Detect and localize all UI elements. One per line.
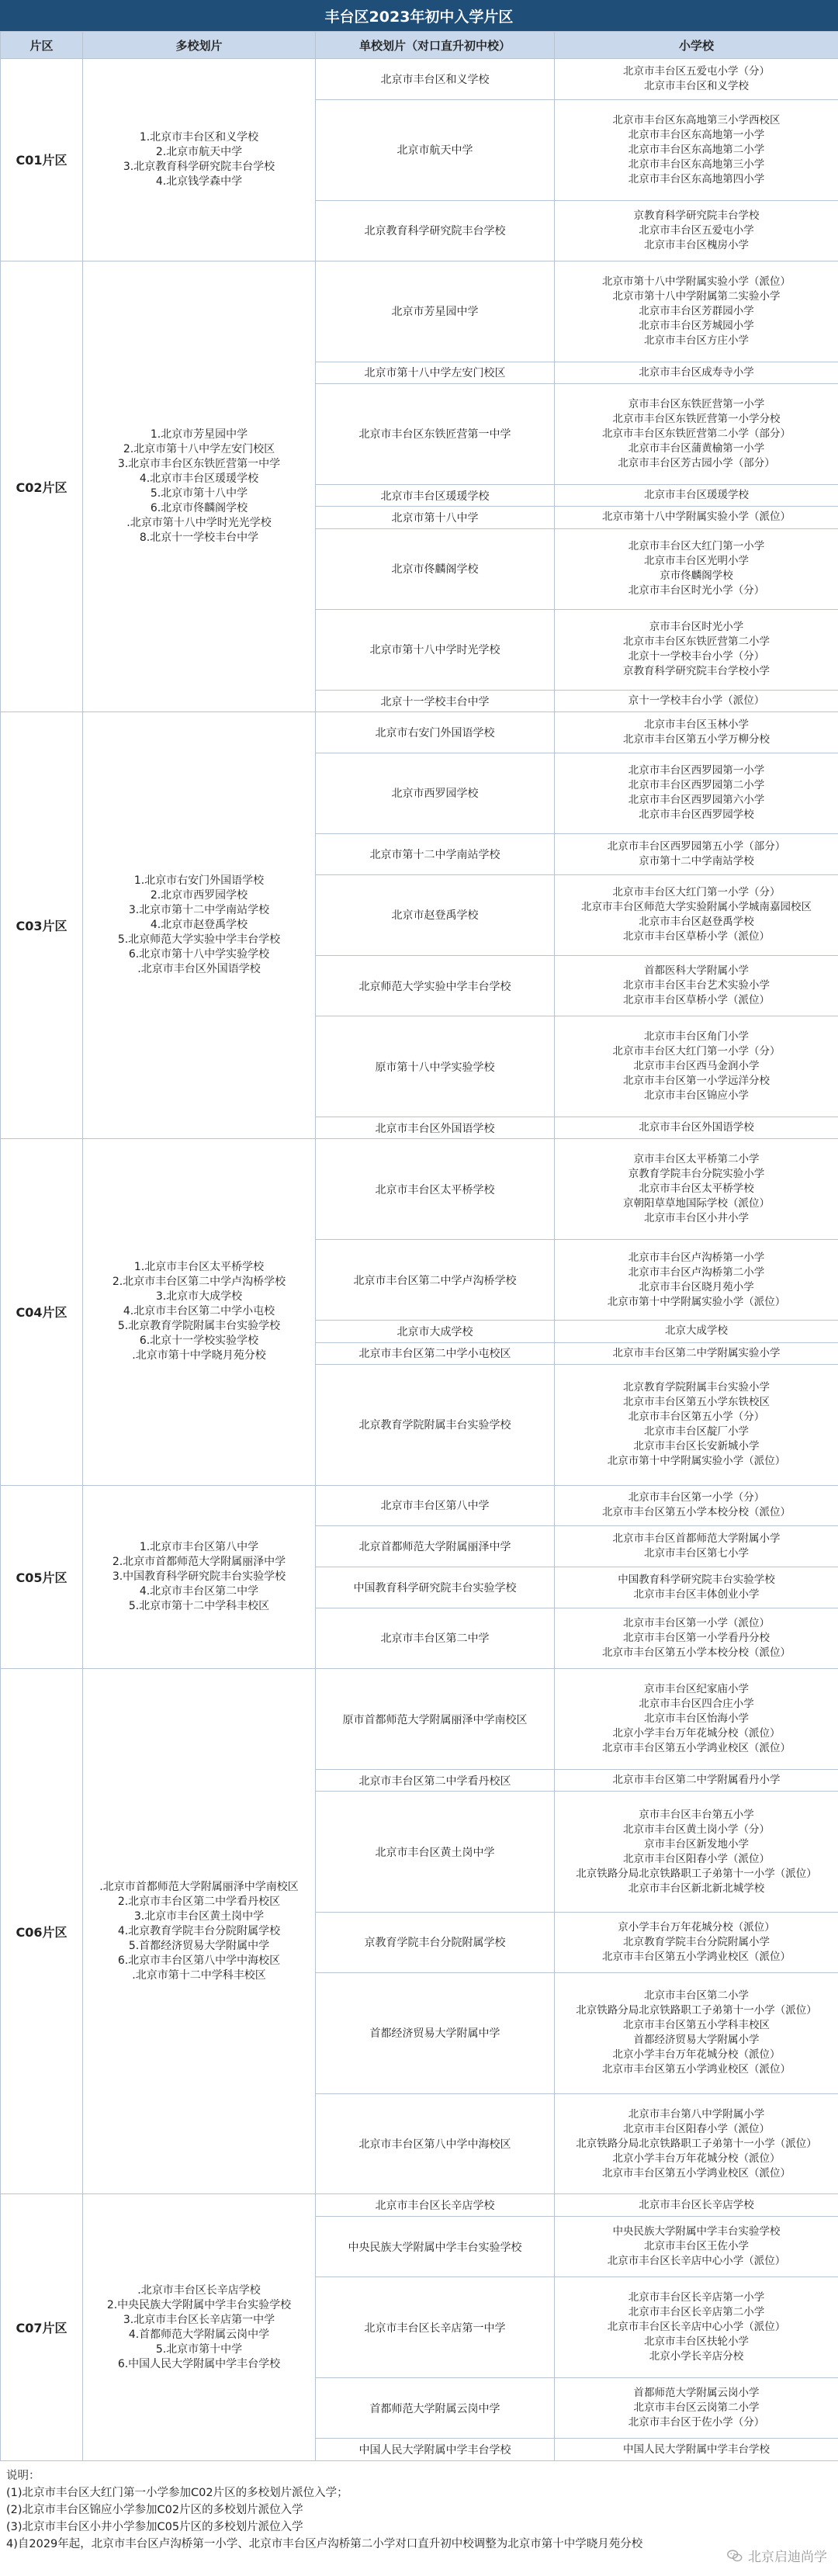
zone-cell: C02片区 [1, 261, 83, 712]
multi-school-item: 4.北京市赵登禹学校 [150, 919, 248, 932]
primary-school-item: 中央民族大学附属中学丰台实验学校 [612, 2225, 781, 2238]
multi-school-cell [83, 1669, 316, 2194]
primary-school-item: 北京市丰台区第一小学远洋分校 [623, 1075, 770, 1088]
primary-school-item: 北京市丰台区第五小学鸿业校区（派位） [602, 2063, 791, 2076]
primary-school-item: 北京市丰台区赵登禹学校 [639, 916, 754, 929]
primary-school-item: 京教育科学研究院丰台学校 [633, 209, 760, 222]
single-school-cell: 北京市丰台区和义学校 [316, 59, 555, 100]
primary-school-item: 北京市丰台区黄土岗小学（分） [623, 1823, 770, 1836]
multi-school-item: 1.北京市丰台区和义学校 [139, 130, 259, 144]
primary-school-cell [555, 484, 838, 506]
zone-cell: C07片区 [1, 2194, 83, 2461]
primary-school-item: 北京市第十中学附属实验小学（派位） [607, 1295, 786, 1308]
primary-school-item: 北京市丰台区于佐小学（分） [628, 2416, 765, 2429]
primary-school-item: 北京小学丰台万年花城分校（派位） [612, 2152, 781, 2165]
primary-school-item: 京教育科学研究院丰台学校小学 [623, 665, 770, 678]
multi-school-item: 6.北京市丰台区第八中学中海校区 [117, 1954, 281, 1967]
primary-school-item: 北京市丰台区扶轮小学 [644, 2335, 749, 2349]
primary-school-item: 北京市丰台区第五小学本校分校（派位） [602, 1646, 791, 1659]
multi-school-item: 2.北京市西罗园学校 [150, 889, 248, 902]
primary-school-item: 北京市丰台区蒲黄榆第一小学 [628, 441, 765, 455]
single-school-cell: 北京市丰台区第八中学 [316, 1485, 555, 1526]
primary-school-item: 北京市丰台区五爱屯小学 [639, 223, 754, 237]
multi-school-item: 5.北京教育学院附属丰台实验学校 [117, 1320, 281, 1333]
primary-school-item: 北京市丰台区外国语学校 [639, 1121, 754, 1134]
multi-school-item: .北京市丰台区外国语学校 [137, 963, 261, 976]
note-line: 说明： [6, 2470, 40, 2482]
multi-school-item: 3.北京市丰台区长辛店第一中学 [123, 2313, 275, 2326]
zone-cell: C05片区 [1, 1485, 83, 1669]
multi-school-item: 3.北京市丰台区黄土岗中学 [133, 1909, 265, 1923]
multi-school-item: 5.首都经济贸易大学附属中学 [128, 1939, 270, 1952]
multi-school-item: 5.北京师范大学实验中学丰台学校 [117, 933, 281, 947]
primary-school-cell [555, 1365, 838, 1485]
multi-school-item: 2.中央民族大学附属中学丰台实验学校 [106, 2298, 292, 2311]
multi-school-item: 1.北京市右安门外国语学校 [133, 874, 265, 888]
single-school-cell: 北京市第十八中学 [316, 507, 555, 528]
primary-school-item: 北京教育学院附属丰台实验小学 [623, 1381, 770, 1394]
single-school-cell: 北京首都师范大学附属丽泽中学 [316, 1526, 555, 1567]
primary-school-item: 北京市丰台区西罗园第五小学（部分） [607, 840, 786, 853]
multi-school-item: 2.北京市丰台区第二中学看丹校区 [117, 1895, 281, 1908]
primary-school-item: 京朝阳草草地国际学校（派位） [623, 1197, 770, 1210]
primary-school-cell [555, 609, 838, 690]
single-school-cell: 北京市丰台区东铁匠营第一中学 [316, 384, 555, 485]
multi-school-item: 6.北京市佟麟阁学校 [150, 502, 248, 515]
primary-school-item: 北京市丰台区第五小学科丰校区 [623, 2019, 770, 2032]
multi-school-item: 5.北京市第十二中学科丰校区 [128, 1599, 270, 1612]
single-school-cell: 北京市丰台区第二中学看丹校区 [316, 1769, 555, 1791]
primary-school-item: 北京市丰台区东铁匠营第二小学（部分） [602, 427, 791, 440]
single-school-cell: 首都师范大学附属云岗中学 [316, 2377, 555, 2438]
primary-school-item: 北京市丰台区瑗瑗学校 [644, 489, 749, 502]
table-row [1, 59, 838, 100]
table-row [1, 1669, 838, 1770]
primary-school-item: 北京教育学院丰台分院附属小学 [623, 1935, 770, 1948]
primary-school-item: 北京市丰台区卢沟桥第一小学 [628, 1251, 765, 1264]
primary-school-item: 北京市丰台区第二中学附属看丹小学 [612, 1774, 781, 1787]
primary-school-item: 北京市丰台区西罗园第一小学 [628, 764, 765, 777]
primary-school-item: 北京市丰台区草桥小学（派位） [623, 994, 770, 1007]
single-school-cell: 北京市赵登禹学校 [316, 874, 555, 955]
primary-school-item: 北京市丰台区西罗园第六小学 [628, 794, 765, 807]
primary-school-item: 北京小学丰台万年花城分校（派位） [612, 2048, 781, 2062]
multi-school-item: 1.北京市丰台区第八中学 [139, 1540, 259, 1553]
single-school-cell: 北京师范大学实验中学丰台学校 [316, 955, 555, 1016]
multi-school-item: 3.中国教育科学研究院丰台实验学校 [112, 1570, 286, 1583]
single-school-cell: 中国人民大学附属中学丰台学校 [316, 2439, 555, 2461]
primary-school-cell [555, 528, 838, 609]
primary-school-item: 北京市丰台区第二中学附属实验小学 [612, 1346, 781, 1359]
single-school-cell: 北京市丰台区太平桥学校 [316, 1139, 555, 1240]
multi-school-item: 4.首都师范大学附属云岗中学 [128, 2328, 270, 2341]
primary-school-item: 北京市丰台区长辛店中心小学（派位） [607, 2321, 786, 2334]
primary-school-item: 首都经济贸易大学附属小学 [633, 2034, 760, 2047]
note-line: 4)自2029年起，北京市丰台区卢沟桥第一小学、北京市丰台区卢沟桥第二小学对口直升初中校调整为北京市第十中学晓月苑分校 [6, 2538, 643, 2550]
primary-school-cell [555, 753, 838, 833]
header-zone: 片区 [1, 32, 83, 59]
single-school-cell: 原市第十八中学实验学校 [316, 1016, 555, 1117]
primary-school-cell [555, 2377, 838, 2438]
primary-school-item: 北京市丰台区丰台艺术实验小学 [623, 979, 770, 992]
zone-cell: C06片区 [1, 1669, 83, 2194]
primary-school-item: 北京市丰台区四合庄小学 [639, 1698, 754, 1710]
multi-school-item: 3.北京教育科学研究院丰台学校 [123, 160, 275, 173]
primary-school-item: 京市第十二中学南站学校 [639, 854, 754, 867]
primary-school-cell [555, 384, 838, 485]
single-school-cell: 北京市第十八中学时光学校 [316, 609, 555, 690]
primary-school-cell [555, 1792, 838, 1912]
multi-school-item: 2.北京市丰台区第二中学卢沟桥学校 [112, 1276, 286, 1289]
primary-school-item: 京市丰台区东铁匠营第一小学 [628, 397, 765, 410]
header-primary-school: 小学校 [555, 32, 838, 59]
single-school-cell: 北京市丰台区第二中学卢沟桥学校 [316, 1240, 555, 1321]
primary-school-item: 北京市丰台区王佐小学 [644, 2240, 749, 2252]
multi-school-item: 3.北京市第十二中学南站学校 [128, 904, 270, 917]
primary-school-item: 京市佟麟阁学校 [660, 570, 733, 583]
primary-school-item: 北京市丰台区芳城园小学 [639, 319, 754, 332]
primary-school-item: 北京市丰台区怡海小学 [644, 1712, 749, 1725]
table-row [1, 712, 838, 753]
multi-school-item: 5.北京市第十中学 [155, 2342, 243, 2356]
single-school-cell: 首都经济贸易大学附属中学 [316, 1973, 555, 2093]
multi-school-item: 4.北京市丰台区第二中学 [139, 1584, 259, 1598]
header-multi-school: 多校划片 [83, 32, 316, 59]
primary-school-cell [555, 955, 838, 1016]
primary-school-item: 北京市丰台区首都师范大学附属小学 [612, 1532, 781, 1546]
multi-school-item: .北京市第十中学晓月苑分校 [132, 1349, 266, 1362]
zone-cell: C03片区 [1, 712, 83, 1139]
multi-school-item: .北京市首都师范大学附属丽泽中学南校区 [99, 1880, 299, 1893]
multi-school-item: 2.北京市航天中学 [155, 145, 243, 158]
single-school-cell: 北京市第十八中学左安门校区 [316, 362, 555, 383]
primary-school-cell [555, 1321, 838, 1342]
primary-school-cell [555, 690, 838, 712]
note-line: (1)北京市丰台区大红门第一小学参加C02片区的多校划片派位入学； [6, 2487, 348, 2499]
primary-school-item: 北京市丰台区长安新城小学 [633, 1440, 760, 1453]
primary-school-item: 北京市丰台区第二小学 [644, 1989, 749, 2003]
primary-school-item: 京教育学院丰台分院实验小学 [628, 1168, 765, 1181]
multi-school-item: 4.北京教育学院丰台分院附属学校 [117, 1924, 281, 1937]
table-row [1, 261, 838, 362]
primary-school-item: 北京市丰台区东高地第四小学 [628, 172, 765, 185]
multi-school-item: .北京市丰台区长辛店学校 [137, 2283, 261, 2297]
primary-school-item: 北京市丰台区阳春小学（派位） [623, 1852, 770, 1865]
single-school-cell: 原市首都师范大学附属丽泽中学南校区 [316, 1669, 555, 1770]
primary-school-item: 首都师范大学附属云岗小学 [633, 2387, 760, 2400]
primary-school-item: 北京市丰台区第五小学本校分校（派位） [602, 1506, 791, 1519]
primary-school-item: 北京铁路分局北京铁路职工子弟第十一小学（派位） [576, 1867, 817, 1880]
primary-school-cell [555, 1567, 838, 1608]
multi-school-item: 6.中国人民大学附属中学丰台学校 [117, 2357, 281, 2370]
primary-school-item: 北京市丰台区成寿寺小学 [639, 365, 754, 379]
primary-school-item: 北京市丰台区靛厂小学 [644, 1425, 749, 1439]
primary-school-item: 北京市丰台区西罗园学校 [639, 808, 754, 822]
primary-school-cell [555, 2439, 838, 2461]
primary-school-cell [555, 1608, 838, 1668]
primary-school-cell [555, 59, 838, 100]
primary-school-item: 京小学丰台万年花城分校（派位） [618, 1920, 775, 1934]
primary-school-item: 中国人民大学附属中学丰台学校 [623, 2443, 770, 2456]
primary-school-item: 北京市第十中学附属实验小学（派位） [607, 1455, 786, 1468]
primary-school-item: 北京市丰台区东铁匠营第二小学 [623, 635, 770, 649]
primary-school-item: 北京市丰台区方庄小学 [644, 334, 749, 347]
primary-school-item: 北京铁路分局北京铁路职工子弟第十一小学（派位） [576, 2004, 817, 2017]
primary-school-cell [555, 507, 838, 528]
multi-school-cell [83, 1485, 316, 1669]
primary-school-item: 北京市第十八中学附属第二实验小学 [612, 289, 781, 303]
table-row [1, 2194, 838, 2216]
primary-school-item: 北京市丰台区大红门第一小学（分） [612, 1045, 781, 1058]
primary-school-item: 北京市丰台区第五小学鸿业校区（派位） [602, 1742, 791, 1754]
multi-school-item: 6.北京市第十八中学实验学校 [128, 948, 270, 961]
table-row [1, 1139, 838, 1240]
multi-school-item: 2.北京市首都师范大学附属丽泽中学 [112, 1555, 286, 1568]
primary-school-cell [555, 1912, 838, 1972]
note-line: (2)北京市丰台区锦应小学参加C02片区的多校划片派位入学 [6, 2504, 303, 2516]
primary-school-item: 北京市丰台区师范大学实验附属小学城南嘉园校区 [581, 901, 812, 914]
primary-school-item: 北京市丰台区晓月苑小学 [639, 1280, 754, 1293]
primary-school-cell [555, 99, 838, 200]
primary-school-item: 北京市丰台区第五小学（分） [628, 1411, 765, 1424]
zone-cell: C04片区 [1, 1139, 83, 1485]
primary-school-item: 京市丰台区新发地小学 [644, 1837, 749, 1851]
primary-school-cell [555, 261, 838, 362]
primary-school-item: 北京市丰台区锦应小学 [644, 1089, 749, 1103]
primary-school-item: 北京市丰台区时光小学（分） [628, 584, 765, 597]
brand-watermark [726, 2546, 827, 2565]
primary-school-item: 北京市丰台区云岗第二小学 [633, 2401, 760, 2415]
primary-school-cell [555, 1769, 838, 1791]
primary-school-item: 北京小学长辛店分校 [649, 2350, 744, 2363]
primary-school-item: 北京市丰台区第五小学东铁校区 [623, 1396, 770, 1409]
single-school-cell: 北京市右安门外国语学校 [316, 712, 555, 753]
single-school-cell: 北京市丰台区第八中学中海校区 [316, 2093, 555, 2194]
primary-school-item: 北京市丰台区第七小学 [644, 1547, 749, 1560]
primary-school-item: 北京市丰台区东高地第三小学 [628, 158, 765, 171]
primary-school-item: 北京小学丰台万年花城分校（派位） [612, 1727, 781, 1740]
primary-school-item: 北京市丰台区第一小学（分） [628, 1491, 765, 1504]
multi-school-cell [83, 2194, 316, 2461]
primary-school-cell [555, 1669, 838, 1770]
primary-school-cell [555, 1526, 838, 1567]
primary-school-item: 北京市丰台区西马金润小学 [633, 1060, 760, 1073]
multi-school-item: 6.北京十一学校实验学校 [139, 1335, 259, 1348]
primary-school-item: 北京市第十八中学附属实验小学（派位） [602, 511, 791, 524]
primary-school-item: 北京市丰台区大红门第一小学（分） [612, 886, 781, 899]
multi-school-item: 1.北京市芳星园中学 [150, 428, 248, 441]
single-school-cell: 北京市西罗园学校 [316, 753, 555, 833]
single-school-cell: 北京市航天中学 [316, 99, 555, 200]
primary-school-item: 北京十一学校丰台小学（分） [628, 650, 765, 663]
single-school-cell: 北京市丰台区外国语学校 [316, 1117, 555, 1139]
primary-school-cell [555, 1016, 838, 1117]
multi-school-item: 4.北京市丰台区瑗瑗学校 [139, 473, 259, 486]
single-school-cell: 北京十一学校丰台中学 [316, 690, 555, 712]
notes-section [0, 2463, 838, 2576]
multi-school-item: .北京市第十八中学时光光学校 [126, 517, 272, 530]
single-school-cell: 京教育学院丰台分院附属学校 [316, 1912, 555, 1972]
primary-school-item: 北京市第十八中学附属实验小学（派位） [602, 275, 791, 288]
primary-school-item: 京市丰台区时光小学 [649, 621, 744, 634]
multi-school-item: .北京市第十二中学科丰校区 [132, 1968, 266, 1982]
primary-school-item: 北京市丰台区长辛店第一小学 [628, 2291, 765, 2304]
primary-school-item: 北京市丰台区太平桥学校 [639, 1182, 754, 1196]
primary-school-cell [555, 834, 838, 875]
multi-school-item: 5.北京市第十八中学 [150, 487, 248, 500]
single-school-cell: 中国教育科学研究院丰台实验学校 [316, 1567, 555, 1608]
primary-school-cell [555, 1342, 838, 1364]
single-school-cell: 北京市丰台区长辛店第一中学 [316, 2277, 555, 2378]
header-row [1, 32, 838, 59]
table-body [1, 59, 838, 2461]
single-school-cell: 北京市大成学校 [316, 1321, 555, 1342]
primary-school-cell [555, 1240, 838, 1321]
primary-school-item: 北京铁路分局北京铁路职工子弟第十一小学（派位） [576, 2137, 817, 2150]
single-school-cell: 北京教育科学研究院丰台学校 [316, 200, 555, 261]
primary-school-item: 中国教育科学研究院丰台实验学校 [618, 1573, 775, 1586]
primary-school-item: 京市丰台区纪家庙小学 [644, 1683, 749, 1695]
primary-school-item: 北京市丰台区芳群园小学 [639, 304, 754, 317]
primary-school-item: 京市丰台区丰台第五小学 [639, 1808, 754, 1821]
primary-school-cell [555, 200, 838, 261]
primary-school-cell [555, 2277, 838, 2378]
primary-school-item: 京十一学校丰台小学（派位） [628, 694, 765, 708]
header-single-school: 单校划片（对口直升初中校） [316, 32, 555, 59]
table-row [1, 1485, 838, 1526]
note-line: (3)北京市丰台区小井小学参加C05片区的多校划片派位入学 [6, 2521, 303, 2533]
multi-school-item: 3.北京市大成学校 [155, 1290, 243, 1304]
primary-school-item: 北京市丰台区阳春小学（派位） [623, 2122, 770, 2135]
primary-school-item: 北京市丰台区和义学校 [644, 79, 749, 92]
primary-school-item: 首都医科大学附属小学 [644, 964, 749, 978]
primary-school-item: 北京市丰台区东高地第二小学 [628, 143, 765, 156]
primary-school-cell [555, 1485, 838, 1526]
single-school-cell: 北京市丰台区黄土岗中学 [316, 1792, 555, 1912]
primary-school-item: 京市丰台区太平桥第二小学 [633, 1153, 760, 1166]
primary-school-cell [555, 1973, 838, 2093]
single-school-cell: 北京市丰台区第二中学小屯校区 [316, 1342, 555, 1364]
single-school-cell: 北京教育学院附属丰台实验学校 [316, 1365, 555, 1485]
primary-school-item: 北京市丰台区丰体创业小学 [633, 1587, 760, 1601]
single-school-cell: 北京市芳星园中学 [316, 261, 555, 362]
primary-school-item: 北京市丰台区东铁匠营第一小学分校 [612, 412, 781, 425]
primary-school-item: 北京市丰台区长辛店中心小学（派位） [607, 2255, 786, 2267]
primary-school-item: 北京市丰台区第五小学鸿业校区（派位） [602, 1950, 791, 1963]
multi-school-cell [83, 261, 316, 712]
district-table [0, 31, 838, 2461]
primary-school-cell [555, 874, 838, 955]
multi-school-item: 3.北京市丰台区东铁匠营第一中学 [117, 458, 281, 471]
primary-school-cell [555, 2194, 838, 2216]
primary-school-item: 北京市丰台区五爱屯小学（分） [623, 64, 770, 78]
primary-school-item: 北京市丰台区第一小学（派位） [623, 1616, 770, 1629]
single-school-cell: 北京市丰台区第二中学 [316, 1608, 555, 1668]
primary-school-item: 北京市丰台区光明小学 [644, 555, 749, 568]
single-school-cell: 北京市佟麟阁学校 [316, 528, 555, 609]
multi-school-item: 4.北京钱学森中学 [155, 175, 243, 188]
primary-school-item: 北京市丰台第八中学附属小学 [628, 2107, 765, 2121]
primary-school-item: 北京市丰台区长辛店第二小学 [628, 2306, 765, 2319]
multi-school-cell [83, 1139, 316, 1485]
primary-school-item: 北京市丰台区东高地第三小学西校区 [612, 113, 781, 126]
primary-school-cell [555, 362, 838, 383]
primary-school-item: 北京市丰台区第一小学看丹分校 [623, 1631, 770, 1644]
primary-school-cell [555, 712, 838, 753]
primary-school-item: 北京大成学校 [665, 1324, 728, 1338]
multi-school-item: 2.北京市第十八中学左安门校区 [123, 443, 275, 456]
zone-cell: C01片区 [1, 59, 83, 261]
multi-school-cell [83, 59, 316, 261]
primary-school-cell [555, 1117, 838, 1139]
page-title: 丰台区2023年初中入学片区 [0, 0, 838, 31]
multi-school-item: 4.北京市丰台区第二中学小屯校 [123, 1305, 275, 1318]
single-school-cell: 北京市丰台区瑗瑗学校 [316, 484, 555, 506]
primary-school-item: 北京市丰台区小井小学 [644, 1212, 749, 1225]
primary-school-item: 北京市丰台区芳古园小学（部分） [618, 456, 775, 469]
primary-school-item: 北京市丰台区东高地第一小学 [628, 128, 765, 141]
primary-school-item: 北京市丰台区卢沟桥第二小学 [628, 1265, 765, 1279]
primary-school-item: 北京市丰台区角门小学 [644, 1030, 749, 1044]
single-school-cell: 北京市丰台区长辛店学校 [316, 2194, 555, 2216]
primary-school-item: 北京市丰台区第五小学万柳分校 [623, 733, 770, 746]
primary-school-item: 北京市丰台区第五小学鸿业校区（派位） [602, 2166, 791, 2180]
multi-school-item: 8.北京十一学校丰台中学 [139, 531, 259, 545]
primary-school-cell [555, 2093, 838, 2194]
primary-school-cell [555, 2216, 838, 2277]
brand-name: 北京启迪尚学 [748, 2550, 827, 2565]
primary-school-item: 北京市丰台区新北新北城学校 [628, 1882, 765, 1895]
primary-school-cell [555, 1139, 838, 1240]
primary-school-item: 北京市丰台区玉林小学 [644, 718, 749, 732]
single-school-cell: 中央民族大学附属中学丰台实验学校 [316, 2216, 555, 2277]
primary-school-item: 北京市丰台区长辛店学校 [639, 2198, 754, 2211]
single-school-cell: 北京市第十二中学南站学校 [316, 834, 555, 875]
primary-school-item: 北京市丰台区西罗园第二小学 [628, 779, 765, 792]
primary-school-item: 北京市丰台区大红门第一小学 [628, 540, 765, 553]
primary-school-item: 北京市丰台区槐房小学 [644, 238, 749, 251]
multi-school-cell [83, 712, 316, 1139]
multi-school-item: 1.北京市丰台区太平桥学校 [133, 1261, 265, 1274]
wechat-icon [726, 2547, 743, 2564]
primary-school-item: 北京市丰台区草桥小学（派位） [623, 930, 770, 943]
